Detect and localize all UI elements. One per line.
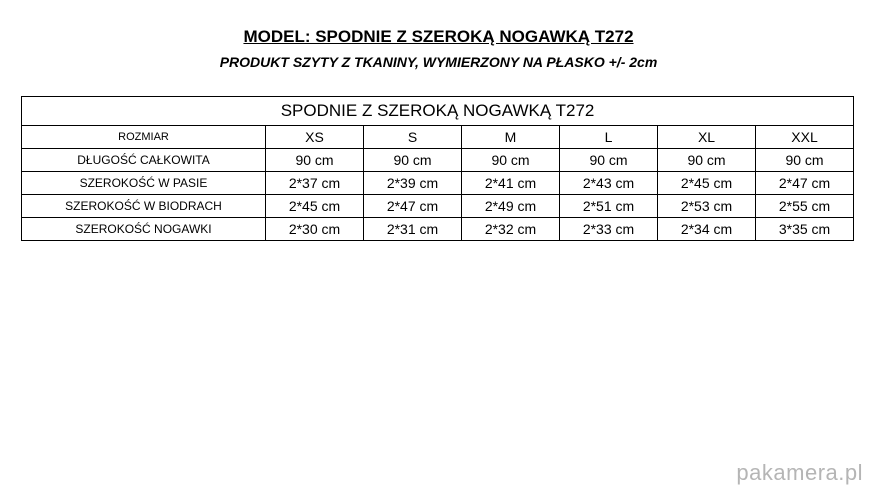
row-label: SZEROKOŚĆ W BIODRACH — [22, 195, 266, 218]
table-cell: 90 cm — [364, 149, 462, 172]
watermark-logo: pakamera.pl — [736, 460, 863, 485]
table-cell: 2*32 cm — [462, 218, 560, 241]
table-cell: 2*31 cm — [364, 218, 462, 241]
document-title: MODEL: SPODNIE Z SZEROKĄ NOGAWKĄ T272 — [243, 27, 634, 46]
size-column-header: M — [462, 126, 560, 149]
table-cell: 90 cm — [462, 149, 560, 172]
table-cell: 3*35 cm — [756, 218, 854, 241]
table-cell: 2*30 cm — [266, 218, 364, 241]
size-header-label: ROZMIAR — [22, 126, 266, 149]
table-cell: 2*41 cm — [462, 172, 560, 195]
table-row — [22, 195, 854, 218]
table-cell: 2*55 cm — [756, 195, 854, 218]
table-header-row — [22, 126, 854, 149]
table-cell: 90 cm — [266, 149, 364, 172]
table-cell: 2*53 cm — [658, 195, 756, 218]
row-label: SZEROKOŚĆ W PASIE — [22, 172, 266, 195]
row-label: SZEROKOŚĆ NOGAWKI — [22, 218, 266, 241]
size-column-header: XL — [658, 126, 756, 149]
table-cell: 2*33 cm — [560, 218, 658, 241]
table-cell: 2*34 cm — [658, 218, 756, 241]
table-row — [22, 172, 854, 195]
size-column-header: XXL — [756, 126, 854, 149]
table-cell: 90 cm — [756, 149, 854, 172]
table-cell: 2*47 cm — [756, 172, 854, 195]
table-row — [22, 149, 854, 172]
row-label: DŁUGOŚĆ CAŁKOWITA — [22, 149, 266, 172]
table-cell: 2*37 cm — [266, 172, 364, 195]
table-cell: 2*49 cm — [462, 195, 560, 218]
table-cell: 2*45 cm — [266, 195, 364, 218]
table-row — [22, 218, 854, 241]
table-cell: 2*47 cm — [364, 195, 462, 218]
size-column-header: L — [560, 126, 658, 149]
size-column-header: XS — [266, 126, 364, 149]
document-subtitle: PRODUKT SZYTY Z TKANINY, WYMIERZONY NA PŁASKO +/- 2cm — [219, 54, 658, 70]
table-caption: SPODNIE Z SZEROKĄ NOGAWKĄ T272 — [22, 97, 854, 126]
table-cell: 2*43 cm — [560, 172, 658, 195]
table-cell: 2*45 cm — [658, 172, 756, 195]
table-cell: 90 cm — [560, 149, 658, 172]
table-cell: 2*39 cm — [364, 172, 462, 195]
table-cell: 2*51 cm — [560, 195, 658, 218]
size-table — [21, 96, 854, 241]
table-cell: 90 cm — [658, 149, 756, 172]
size-column-header: S — [364, 126, 462, 149]
